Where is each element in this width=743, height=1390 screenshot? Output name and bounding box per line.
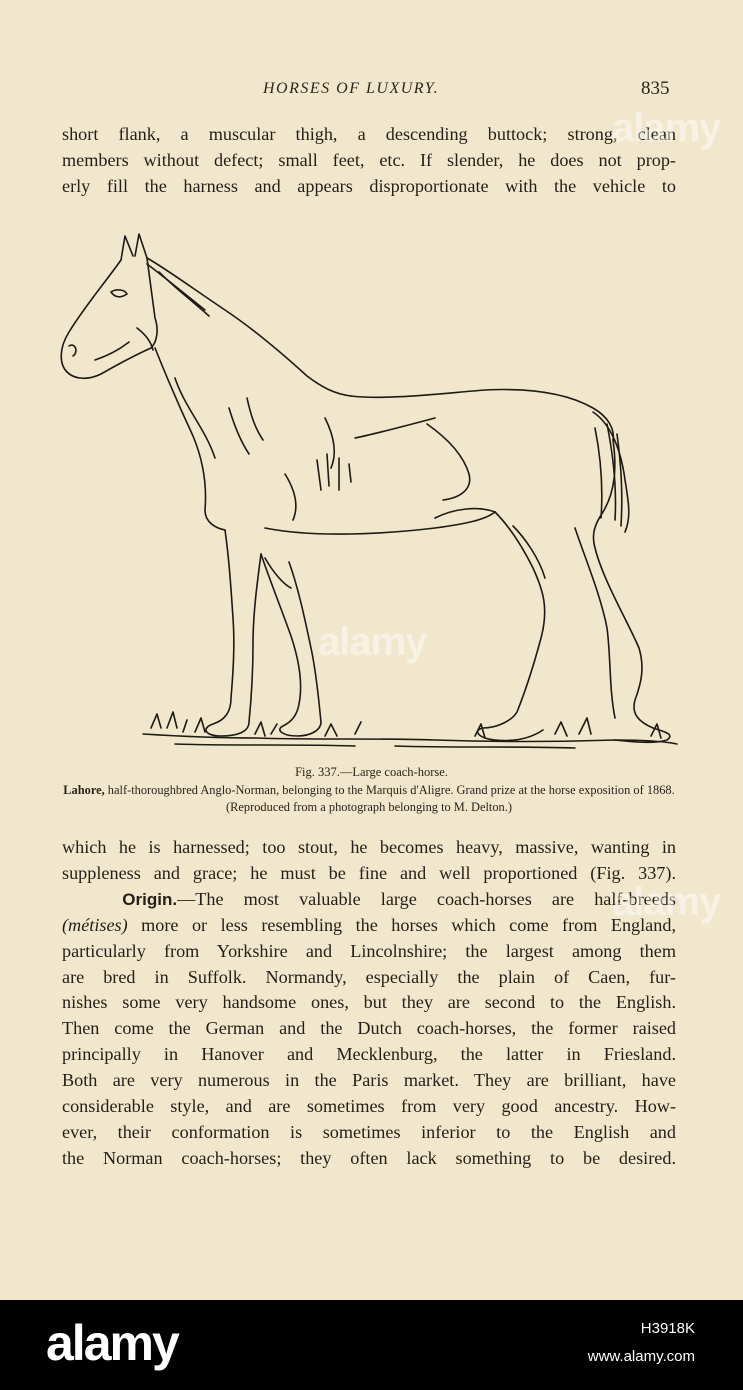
text-line: [62, 887, 676, 913]
watermark: alamy: [318, 620, 427, 664]
text-fragment: more or less resembling the horses which come from England,: [127, 914, 676, 935]
origin-heading: Origin.: [122, 889, 178, 909]
text-line: [62, 913, 676, 939]
text-line: erly fill the harness and appears disproportionate with the vehicle to: [62, 176, 676, 196]
bottom-paragraph: [62, 835, 676, 1172]
text-line: members without defect; small feet, etc. If slender, he does not prop-: [62, 150, 676, 170]
text-line: which he is harnessed; too stout, he becomes heavy, massive, wanting in: [62, 837, 676, 857]
text-line: are bred in Suffolk. Normandy, especially the plain of Caen, fur-: [62, 966, 676, 987]
text-line: Then come the German and the Dutch coach-horses, the former raised: [62, 1018, 676, 1039]
running-head: [0, 80, 743, 104]
text-line: considerable style, and are sometimes from very good ancestry. How-: [62, 1096, 676, 1117]
origin-text: —The most valuable large coach-horses are half-breeds: [177, 888, 676, 909]
text-line: principally in Hanover and Mecklenburg, the latter in Friesland.: [62, 1044, 676, 1065]
horse-illustration: [55, 228, 685, 760]
caption-lead: Lahore,: [63, 783, 105, 797]
text-line: nishes some very handsome ones, but they are second to the English.: [62, 992, 676, 1013]
running-title: HORSES OF LUXURY.: [263, 80, 440, 97]
metises-term: (métises): [62, 914, 128, 935]
alamy-logo: alamy: [46, 1315, 178, 1371]
text-line: suppleness and grace; he must be fine and well proportioned (Fig. 337).: [62, 862, 676, 883]
page-number: 835: [641, 78, 670, 99]
text-line: the Norman coach-horses; they often lack something to be desired.: [62, 1147, 676, 1168]
watermark: alamy: [612, 880, 721, 924]
caption-text: half-thoroughbred Anglo-Norman, belonging to the Marquis d'Aligre. Grand prize at the horse exposition of 1868. (Reproduced from a photograph belonging to M. Delton.): [104, 783, 675, 814]
text-line: Both are very numerous in the Paris market. They are brilliant, have: [62, 1070, 676, 1091]
text-line: ever, their conformation is sometimes inferior to the English and: [62, 1121, 676, 1142]
top-paragraph: [62, 121, 676, 199]
figure-label: Fig. 337.—Large coach-horse.: [295, 765, 448, 779]
watermark: alamy: [612, 106, 721, 150]
site-url[interactable]: www.alamy.com: [587, 1348, 695, 1365]
image-id: H3918K: [640, 1320, 695, 1337]
text-line: short flank, a muscular thigh, a descending buttock; strong, clean: [62, 124, 676, 144]
text-line: particularly from Yorkshire and Lincolnshire; the largest among them: [62, 940, 676, 961]
stock-footer: [0, 1300, 743, 1390]
figure-caption: [62, 782, 676, 815]
